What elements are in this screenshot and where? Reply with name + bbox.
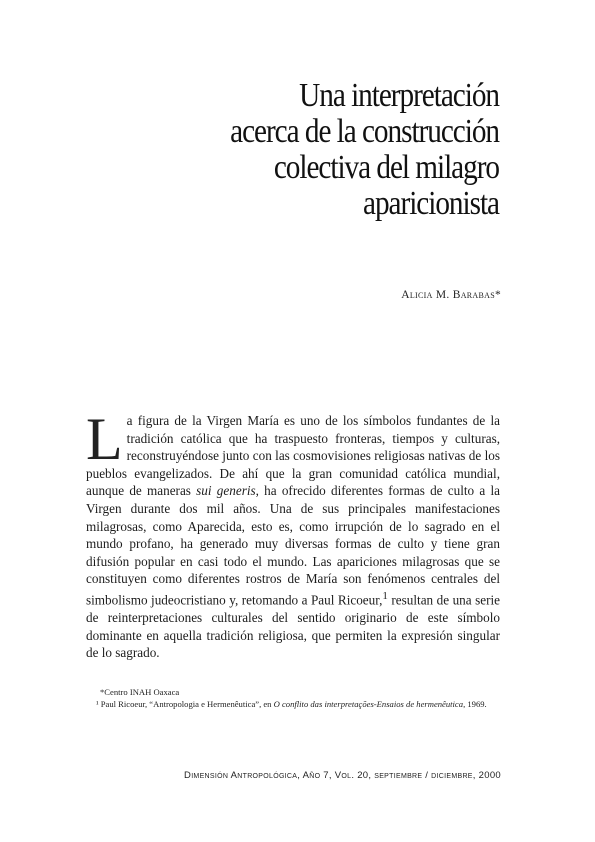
article-title	[215, 78, 499, 222]
title-line: Una interpretación	[299, 77, 499, 114]
author-name: Alicia M. Barabas*	[401, 289, 501, 301]
title-line: colectiva del milagro	[273, 149, 499, 186]
body-paragraph	[86, 406, 500, 662]
footnote-1-text-a: ¹ Paul Ricoeur, “Antropologia e Hermenêutica”, en	[96, 699, 274, 709]
footnote-1-text-b: , 1969.	[463, 699, 487, 709]
footnote-affiliation: *Centro INAH Oaxaca	[100, 687, 180, 697]
italic-phrase: sui generis	[196, 483, 256, 499]
footnote-1-italic: O conflito das interpretações-Ensaios de hermenêutica	[273, 699, 464, 709]
body-text-part-3: resultan de una serie de reinterpretaciones culturales del sentido originario de este símbolo dominante en aquella tradición religiosa, que permiten la expresión singular de lo sagrado.	[86, 592, 500, 661]
title-line: acerca de la construcción	[230, 113, 499, 150]
footnote-1	[86, 698, 500, 710]
drop-cap: L	[86, 406, 123, 472]
journal-footer: Dimensión Antropológica, Año 7, Vol. 20, septiembre / diciembre, 2000	[184, 770, 501, 781]
body-text-part-2: , ha ofrecido diferentes formas de culto a la Virgen durante dos mil años. Una de sus principales manifestaciones milagrosas, como Aparecida, esto es, como irrupción de lo sagrado en el mundo profano, ha generado muy diversas formas de culto y tiene gran difusión popular en casi todo el mundo. Las apariciones milagrosas que se constituyen como diferentes rostros de María son fenómenos centrales del simbolismo judeocristiano y, retomando a Paul Ricoeur,	[86, 483, 500, 608]
title-line: aparicionista	[363, 185, 499, 222]
footnotes	[86, 686, 500, 710]
footnote-ref: 1	[382, 589, 388, 602]
body-text-part-1: a figura de la Virgen María es uno de los símbolos fundantes de la tradición católica que ha traspuesto fronteras, tiempos y culturas, reconstruyéndose junto con las cosmovisiones religiosas nativas de los pueblos evangelizados. De ahí que la gran comunidad católica mundial, aunque de maneras	[86, 413, 500, 499]
